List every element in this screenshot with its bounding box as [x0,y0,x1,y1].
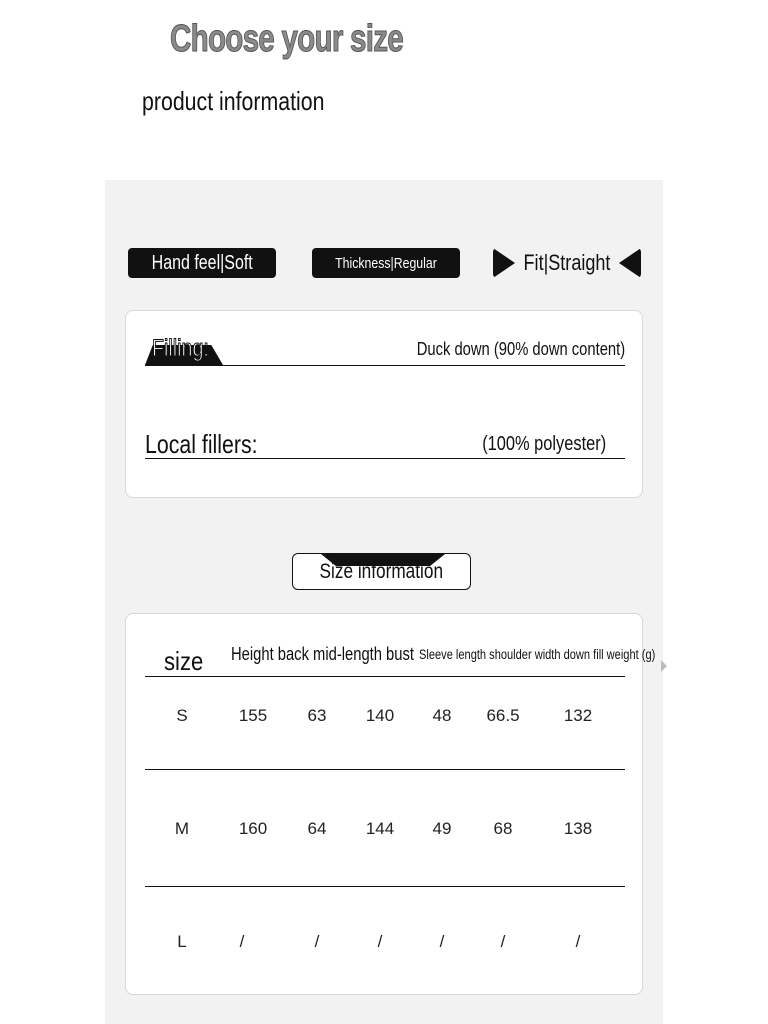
section-subtitle: product information [142,86,325,116]
table-cell: 48 [432,706,452,725]
divider [145,365,625,366]
table-cell: 66.5 [486,706,520,725]
table-cell-size: S [176,706,188,725]
table-cell: 63 [307,706,327,725]
tag-thickness-label: Thickness|Regular [335,254,437,272]
table-cell: / [239,932,245,951]
divider [145,458,625,459]
measurement-header-2: Sleeve length shoulder width down fill weight (g) [419,647,656,662]
measurement-header-1: Height back mid-length bust [231,644,414,664]
table-cell: / [314,932,320,951]
divider [145,676,625,677]
size-column-header: size [164,646,204,676]
filling-label: Filling: [152,335,209,362]
table-cell: 138 [563,819,593,838]
size-information-button[interactable] [292,553,471,590]
table-cell-size: M [174,819,190,838]
table-cell: 155 [238,706,268,725]
table-cell: / [377,932,383,951]
table-cell: 132 [563,706,593,725]
filling-value: Duck down (90% down content) [416,339,625,359]
table-cell: 68 [493,819,513,838]
size-information-label: Size information [319,559,444,583]
filling-card [125,310,643,498]
table-cell: 144 [365,819,395,838]
size-table [125,613,656,995]
chevron-right-icon [661,660,667,672]
arrow-right-icon [619,248,641,278]
divider [145,886,625,887]
arrow-left-icon [493,248,515,278]
table-cell: / [575,932,581,951]
divider [145,769,625,770]
info-panel [105,180,663,1024]
table-cell-size: L [177,932,187,951]
table-cell: 64 [307,819,327,838]
tag-hand-feel [128,248,276,278]
tag-fit [493,248,641,278]
table-cell: 49 [432,819,452,838]
tag-thickness [312,248,460,278]
table-cell: / [439,932,445,951]
table-cell: 160 [238,819,268,838]
tag-fit-label: Fit|Straight [523,250,611,275]
table-cell: 140 [365,706,395,725]
tag-hand-feel-label: Hand feel|Soft [151,251,253,274]
page-title: Choose your size [170,18,403,60]
local-fillers-value: (100% polyester) [482,433,606,455]
table-cell: / [500,932,506,951]
local-fillers-label: Local fillers: [145,429,258,459]
